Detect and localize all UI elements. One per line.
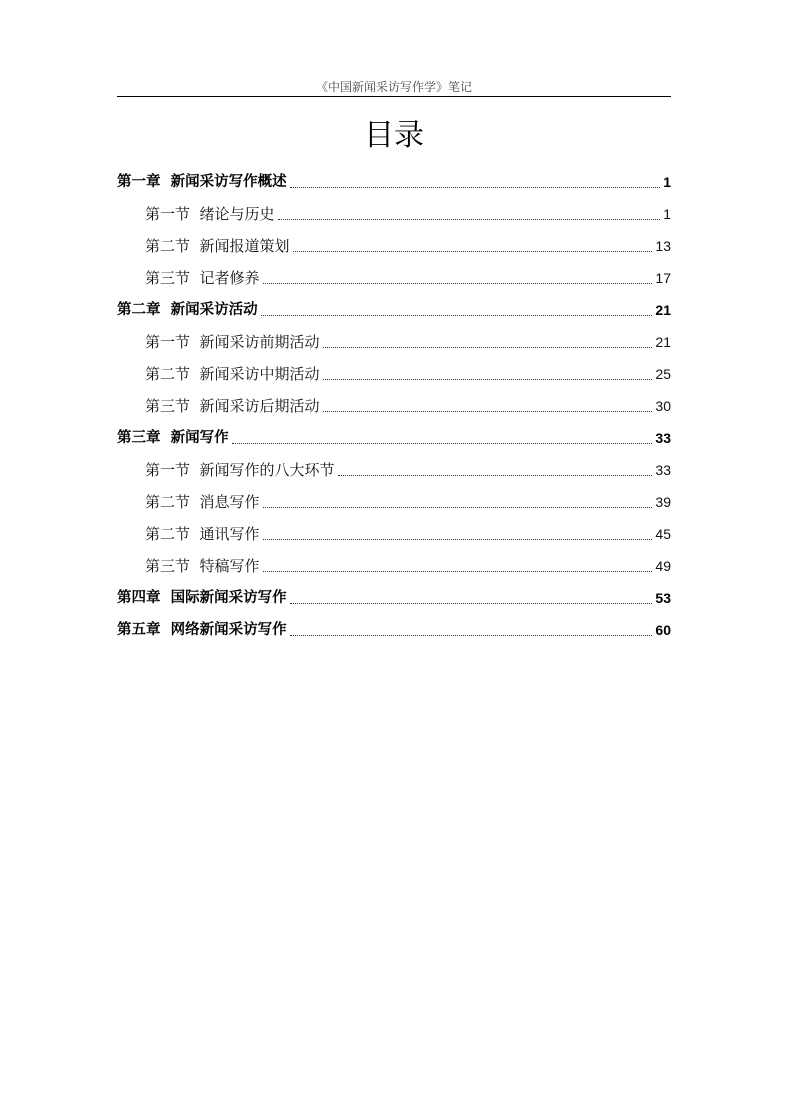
dot-leader: [290, 591, 653, 604]
toc-section-3-4[interactable]: [117, 550, 671, 582]
toc-entry-label: 第二章 新闻采访活动: [117, 302, 258, 318]
toc-section-1-3[interactable]: [117, 262, 671, 294]
toc-page-number: 21: [655, 334, 671, 350]
header-rule: [117, 96, 671, 97]
toc-chapter-4[interactable]: [117, 582, 671, 614]
toc-entry-label: 第二节 通讯写作: [145, 525, 260, 543]
toc-page-number: 25: [655, 366, 671, 382]
running-header: 《中国新闻采访写作学》笔记: [315, 80, 472, 94]
dot-leader: [263, 527, 653, 540]
toc-page-number: 21: [655, 302, 671, 318]
toc-page-number: 1: [663, 174, 671, 190]
toc-entry-label: 第一节 新闻采访前期活动: [145, 333, 320, 351]
toc-section-2-1[interactable]: [117, 326, 671, 358]
toc-entry-label: 第二节 新闻报道策划: [145, 237, 290, 255]
dot-leader: [323, 399, 653, 412]
toc-section-1-1[interactable]: [117, 198, 671, 230]
toc-chapter-3[interactable]: [117, 422, 671, 454]
dot-leader: [290, 623, 653, 636]
dot-leader: [293, 239, 653, 252]
toc-page-number: 33: [655, 430, 671, 446]
toc-entry-label: 第三节 新闻采访后期活动: [145, 397, 320, 415]
dot-leader: [278, 207, 660, 220]
dot-leader: [263, 495, 653, 508]
toc-chapter-2[interactable]: [117, 294, 671, 326]
toc-page-number: 13: [655, 238, 671, 254]
toc-entry-label: 第三节 记者修养: [145, 269, 260, 287]
toc-page-number: 60: [655, 622, 671, 638]
toc-section-2-2[interactable]: [117, 358, 671, 390]
toc-page-number: 49: [655, 558, 671, 574]
toc-page-number: 1: [663, 206, 671, 222]
dot-leader: [323, 367, 653, 380]
toc-page-number: 30: [655, 398, 671, 414]
dot-leader: [263, 271, 653, 284]
dot-leader: [263, 559, 653, 572]
toc-entry-label: 第二节 新闻采访中期活动: [145, 365, 320, 383]
toc-section-3-3[interactable]: [117, 518, 671, 550]
dot-leader: [261, 303, 653, 316]
toc-entry-label: 第二节 消息写作: [145, 493, 260, 511]
toc-page-number: 53: [655, 590, 671, 606]
toc-entry-label: 第一节 绪论与历史: [145, 205, 275, 223]
table-of-contents: [117, 166, 671, 646]
toc-title: 目录: [364, 118, 424, 153]
toc-section-3-1[interactable]: [117, 454, 671, 486]
toc-section-1-2[interactable]: [117, 230, 671, 262]
toc-entry-label: 第三章 新闻写作: [117, 430, 229, 446]
toc-page-number: 39: [655, 494, 671, 510]
toc-page-number: 45: [655, 526, 671, 542]
toc-entry-label: 第一节 新闻写作的八大环节: [145, 461, 335, 479]
dot-leader: [323, 335, 653, 348]
toc-chapter-1[interactable]: [117, 166, 671, 198]
toc-entry-label: 第五章 网络新闻采访写作: [117, 622, 287, 638]
toc-entry-label: 第四章 国际新闻采访写作: [117, 590, 287, 606]
toc-section-3-2[interactable]: [117, 486, 671, 518]
toc-page-number: 33: [655, 462, 671, 478]
dot-leader: [290, 175, 660, 188]
toc-page-number: 17: [655, 270, 671, 286]
toc-entry-label: 第三节 特稿写作: [145, 557, 260, 575]
toc-section-2-3[interactable]: [117, 390, 671, 422]
dot-leader: [338, 463, 653, 476]
dot-leader: [232, 431, 653, 444]
toc-chapter-5[interactable]: [117, 614, 671, 646]
toc-entry-label: 第一章 新闻采访写作概述: [117, 174, 287, 190]
